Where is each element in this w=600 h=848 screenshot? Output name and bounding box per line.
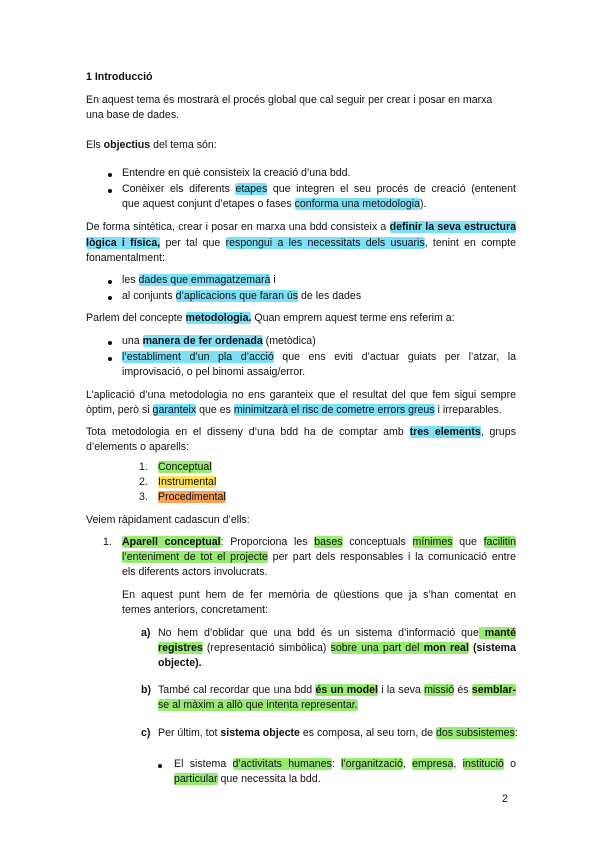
text: que ens eviti d’actuar guiats per l’atzar, la bbox=[273, 351, 516, 363]
bullet-icon bbox=[108, 357, 112, 361]
methodology-item-1 bbox=[122, 334, 316, 348]
highlight: facilitin bbox=[483, 536, 516, 548]
guarantee-line-1: L’aplicació d’una metodologia no ens garanteix que el resultat del que fem sigui sempre bbox=[86, 389, 516, 401]
element-number: 2. bbox=[139, 476, 148, 488]
highlight: etapes bbox=[235, 183, 268, 195]
text: : bbox=[331, 758, 342, 770]
bullet-icon bbox=[108, 189, 112, 193]
text: que aquest conjunt d’etapes o fases bbox=[122, 198, 295, 210]
highlight: respongui a les necessitats dels usuaris bbox=[225, 237, 425, 249]
sub-letter: a) bbox=[141, 627, 151, 639]
objectives-intro bbox=[86, 138, 217, 152]
text: es composa, al seu torn, de bbox=[299, 727, 436, 739]
highlight: l’enteniment de tot el projecte bbox=[122, 551, 268, 563]
text: o bbox=[503, 758, 516, 770]
item-number: 1. bbox=[103, 536, 112, 548]
text: per tal que bbox=[160, 237, 226, 249]
text: (representació simbòlica) bbox=[202, 642, 331, 654]
bullet-icon bbox=[108, 280, 112, 284]
sub-b-line-1 bbox=[158, 683, 516, 697]
sub-b-line-2 bbox=[158, 698, 358, 712]
highlight: definir la seva estructura bbox=[389, 221, 516, 233]
element-instrumental bbox=[158, 475, 216, 489]
text: que necessita la bdd. bbox=[217, 773, 321, 785]
sub-letter: c) bbox=[141, 727, 151, 739]
apparatus-line-2 bbox=[122, 550, 516, 564]
text: També cal recordar que una bdd bbox=[158, 684, 316, 696]
section-heading: 1 Introducció bbox=[86, 71, 153, 83]
text: al conjunts bbox=[122, 290, 176, 302]
highlight: l’establiment d’un pla d’acció bbox=[122, 351, 274, 363]
highlight: Instrumental bbox=[158, 476, 217, 488]
apparatus-line-1 bbox=[122, 535, 516, 549]
sub-a-line-2 bbox=[158, 641, 516, 655]
text: i la seva bbox=[377, 684, 425, 696]
text: (metòdica) bbox=[262, 335, 316, 347]
sub-c-line-1 bbox=[158, 726, 518, 740]
objective-item-2-line-2 bbox=[122, 197, 427, 211]
text: una bbox=[122, 335, 143, 347]
subsystem-line-2 bbox=[174, 772, 321, 786]
text: per part dels responsables i la comunicació entre bbox=[267, 551, 516, 563]
highlight: tres elements bbox=[409, 426, 481, 438]
highlight: sobre una part del bbox=[330, 642, 424, 654]
highlight: d’aplicacions que faran ús bbox=[175, 290, 299, 302]
need-item-1 bbox=[122, 273, 276, 287]
highlight: manera de fer ordenada bbox=[142, 335, 263, 347]
text: , grups bbox=[480, 426, 516, 438]
text: No hem d’oblidar que una bdd és un sistema d’informació que bbox=[158, 627, 479, 639]
sub-a-line-1 bbox=[158, 626, 516, 640]
text: és bbox=[454, 684, 472, 696]
bullet-icon bbox=[108, 173, 112, 177]
highlight: missió bbox=[424, 684, 455, 696]
text: Per últim, tot bbox=[158, 727, 221, 739]
guarantee-line-2 bbox=[86, 403, 502, 417]
bullet-icon bbox=[158, 764, 162, 768]
highlight: garanteix bbox=[152, 404, 197, 416]
highlight: registres bbox=[158, 642, 203, 654]
text: de les dades bbox=[298, 290, 362, 302]
methodology-item-2-line-2: improvisació, o pel binomi assaig/error. bbox=[122, 366, 306, 378]
highlight: se al màxim a allò que intenta representar. bbox=[158, 699, 358, 711]
highlight: institució bbox=[462, 758, 504, 770]
bullet-icon bbox=[108, 296, 112, 300]
text: Els bbox=[86, 139, 104, 151]
highlight: mínimes bbox=[412, 536, 453, 548]
highlight: dades que emmagatzemarà bbox=[138, 274, 271, 286]
highlight: bases bbox=[314, 536, 343, 548]
intro-line-1: En aquest tema és mostrarà el procés global que cal seguir per crear i posar en marxa bbox=[86, 94, 493, 106]
text: El sistema bbox=[174, 758, 233, 770]
highlight: Aparell conceptual bbox=[122, 536, 221, 548]
bullet-icon bbox=[108, 341, 112, 345]
highlight: conforma una metodologia bbox=[294, 198, 421, 210]
apparatus-line-3: els diferents actors involucrats. bbox=[122, 566, 268, 578]
text: ). bbox=[420, 198, 427, 210]
text-bold: objectius bbox=[103, 139, 151, 151]
highlight: semblar- bbox=[471, 684, 517, 696]
text: Quan emprem aquest terme ens referim a: bbox=[251, 312, 455, 324]
sub-letter: b) bbox=[141, 684, 151, 696]
memory-line-2: temes anteriors, concretament: bbox=[122, 604, 269, 616]
text: òptim, però si bbox=[86, 404, 153, 416]
element-conceptual bbox=[158, 460, 212, 474]
synthesis-line-3: fonamentalment: bbox=[86, 252, 165, 264]
text: Tota metodologia en el disseny d’una bdd ha de comptar amb bbox=[86, 426, 410, 438]
memory-line-1: En aquest punt hem de fer memòria de qüestions que ja s’han comentat en bbox=[122, 589, 516, 601]
text-bold: (sistema bbox=[468, 642, 516, 654]
sub-a-line-3: objecte). bbox=[158, 657, 202, 669]
highlight: és un model bbox=[315, 684, 378, 696]
element-number: 3. bbox=[139, 491, 148, 503]
text: Parlem del concepte bbox=[86, 312, 186, 324]
objective-item-1: Entendre en què consisteix la creació d’una bdd. bbox=[122, 167, 351, 179]
text: les bbox=[122, 274, 139, 286]
text: : Proporciona les bbox=[220, 536, 315, 548]
intro-line-2: una base de dades. bbox=[86, 109, 180, 121]
highlight: empresa bbox=[412, 758, 454, 770]
text-bold: sistema objecte bbox=[220, 727, 300, 739]
text: Conèixer els diferents bbox=[122, 183, 236, 195]
text: , bbox=[453, 758, 463, 770]
need-item-2 bbox=[122, 289, 361, 303]
page-number: 2 bbox=[502, 793, 508, 805]
highlight: metodologia. bbox=[185, 312, 252, 324]
text: que integren el seu procés de creació (entenent bbox=[267, 183, 516, 195]
text: De forma sintètica, crear i posar en marxa una bdd consisteix a bbox=[86, 221, 390, 233]
methodology-item-2-line-1 bbox=[122, 350, 516, 364]
overview-line: Veiem ràpidament cadascun d’ells: bbox=[86, 514, 250, 526]
highlight: particular bbox=[174, 773, 218, 785]
highlight: Conceptual bbox=[158, 461, 212, 473]
highlight: d’activitats humanes bbox=[232, 758, 332, 770]
highlight: l’organització bbox=[341, 758, 403, 770]
elements-intro-line-2: d’elements o aparells: bbox=[86, 441, 190, 453]
highlight: mon real bbox=[423, 642, 469, 654]
text: , tenint en compte bbox=[424, 237, 516, 249]
highlight: Procedimental bbox=[158, 491, 226, 503]
text: : bbox=[514, 727, 518, 739]
highlight: manté bbox=[478, 627, 516, 639]
text: conceptuals bbox=[342, 536, 413, 548]
text: del tema són: bbox=[150, 139, 217, 151]
text: que es bbox=[196, 404, 234, 416]
objective-item-2-line-1 bbox=[122, 182, 516, 196]
highlight: lògica i física, bbox=[86, 237, 161, 249]
text: i irreparables. bbox=[434, 404, 502, 416]
highlight: minimitzarà el risc de cometre errors greus bbox=[233, 404, 435, 416]
subsystem-line-1 bbox=[174, 757, 516, 771]
text: i bbox=[270, 274, 276, 286]
highlight: dos subsistemes bbox=[435, 727, 515, 739]
synthesis-line-1 bbox=[86, 220, 516, 234]
element-number: 1. bbox=[139, 461, 148, 473]
text: que bbox=[452, 536, 484, 548]
methodology-intro bbox=[86, 311, 455, 325]
synthesis-line-2 bbox=[86, 236, 516, 250]
elements-intro-line-1 bbox=[86, 425, 516, 439]
element-procedimental bbox=[158, 490, 226, 504]
text: , bbox=[402, 758, 413, 770]
